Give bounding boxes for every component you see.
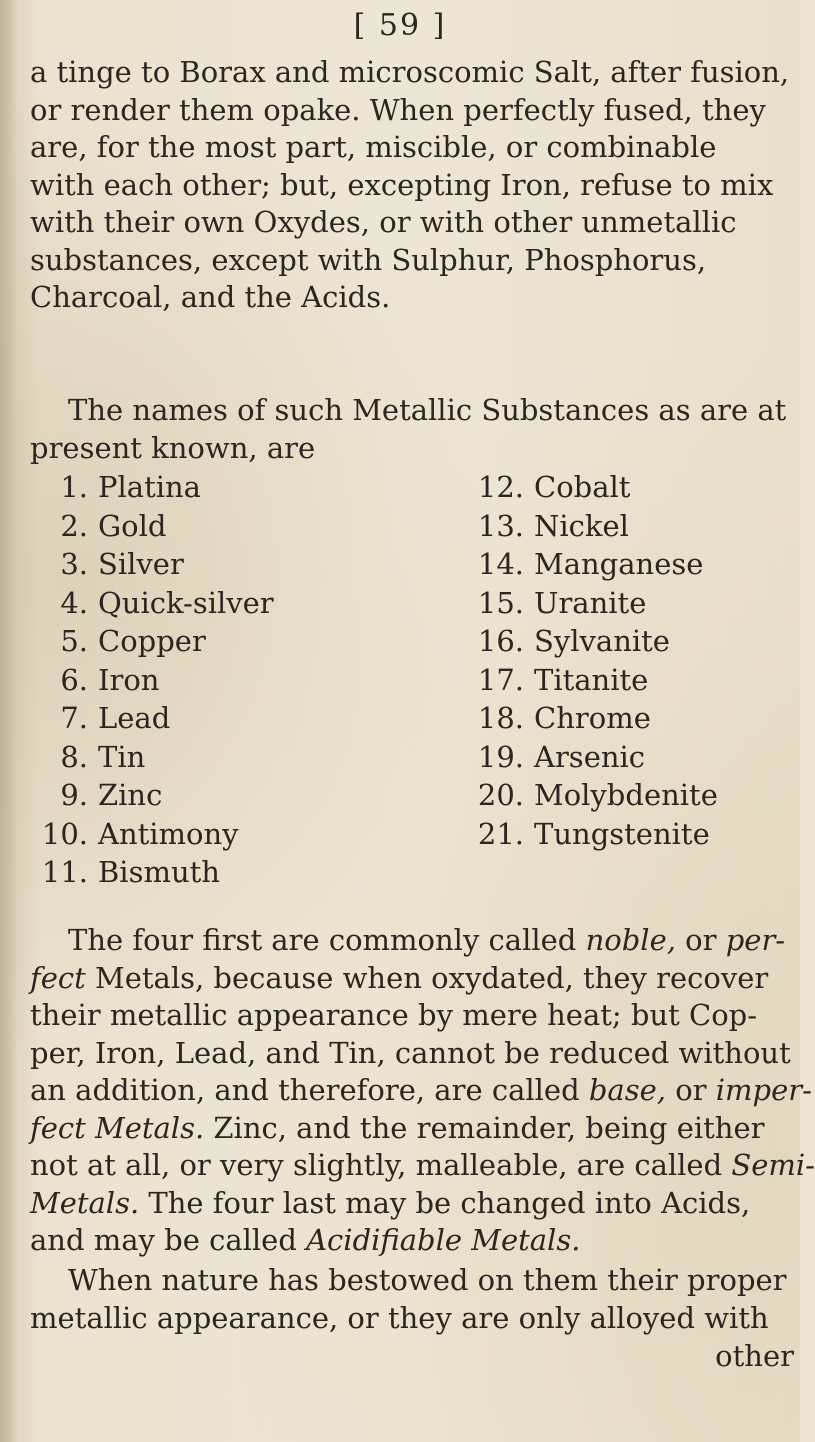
text-line: fect Metals, because when oxydated, they recover bbox=[30, 960, 769, 995]
text-line: per, Iron, Lead, and Tin, cannot be reduced without bbox=[30, 1035, 791, 1070]
list-item: 14. Manganese bbox=[477, 547, 704, 581]
text-line: fect Metals. Zinc, and the remainder, being either bbox=[30, 1110, 765, 1145]
text-line: are, for the most part, miscible, or combinable bbox=[30, 130, 717, 164]
list-item: 15. Uranite bbox=[477, 585, 647, 620]
paragraph-names-intro bbox=[30, 392, 790, 467]
metal-list-left-column bbox=[34, 468, 274, 892]
list-item: 19. Arsenic bbox=[477, 739, 646, 774]
list-item: 11. Bismuth bbox=[41, 855, 220, 889]
list-item: 10. Antimony bbox=[41, 816, 239, 851]
list-item: 1. Platina bbox=[60, 470, 201, 504]
page-gutter-shadow bbox=[0, 0, 18, 1442]
text-line: an addition, and therefore, are called base, or imper- bbox=[30, 1073, 812, 1107]
list-item: 12. Cobalt bbox=[477, 470, 631, 504]
list-item: 9. Zinc bbox=[60, 778, 163, 812]
text-line: with each other; but, excepting Iron, refuse to mix bbox=[30, 167, 774, 202]
paragraph-classification bbox=[30, 922, 815, 1260]
list-item: 5. Copper bbox=[60, 624, 206, 658]
list-item: 4. Quick-silver bbox=[60, 585, 274, 620]
text-line: When nature has bestowed on them their proper bbox=[68, 1263, 787, 1297]
list-item: 17. Titanite bbox=[477, 662, 649, 697]
text-line: Metals. The four last may be changed into Acids, bbox=[30, 1185, 751, 1220]
list-item: 18. Chrome bbox=[477, 701, 651, 735]
text-line: a tinge to Borax and microscomic Salt, after fusion, bbox=[30, 55, 790, 89]
text-line: present known, are bbox=[30, 430, 316, 465]
list-item: 3. Silver bbox=[60, 547, 184, 581]
text-line: Charcoal, and the Acids. bbox=[30, 280, 391, 314]
list-item: 16. Sylvanite bbox=[477, 624, 670, 658]
metal-list-right-column bbox=[470, 468, 718, 853]
paragraph-properties bbox=[30, 54, 790, 317]
text-line: metallic appearance, or they are only alloyed with bbox=[30, 1300, 769, 1335]
list-item: 7. Lead bbox=[60, 701, 171, 735]
list-item: 6. Iron bbox=[60, 662, 160, 697]
list-item: 13. Nickel bbox=[477, 508, 629, 543]
text-line: and may be called Acidifiable Metals. bbox=[30, 1223, 581, 1257]
catchword bbox=[30, 1338, 794, 1376]
paragraph-native-state bbox=[30, 1262, 790, 1337]
text-line: or render them opake. When perfectly fused, they bbox=[30, 92, 766, 127]
text-line: The four first are commonly called noble, or per- bbox=[68, 923, 786, 957]
text-line: substances, except with Sulphur, Phosphorus, bbox=[30, 242, 707, 277]
text-line: with their own Oxydes, or with other unmetallic bbox=[30, 205, 737, 239]
list-item: 8. Tin bbox=[60, 739, 146, 774]
text-line: their metallic appearance by mere heat; but Cop- bbox=[30, 998, 758, 1032]
text-line: The names of such Metallic Substances as are at bbox=[68, 393, 787, 427]
page-number: [ 59 ] bbox=[353, 8, 447, 43]
text-line: not at all, or very slightly, malleable, are called Semi- bbox=[30, 1148, 815, 1182]
catchword-text: other bbox=[715, 1339, 794, 1373]
list-item: 20. Molybdenite bbox=[477, 778, 718, 812]
list-item: 21. Tungstenite bbox=[477, 816, 710, 851]
list-item: 2. Gold bbox=[60, 508, 167, 543]
